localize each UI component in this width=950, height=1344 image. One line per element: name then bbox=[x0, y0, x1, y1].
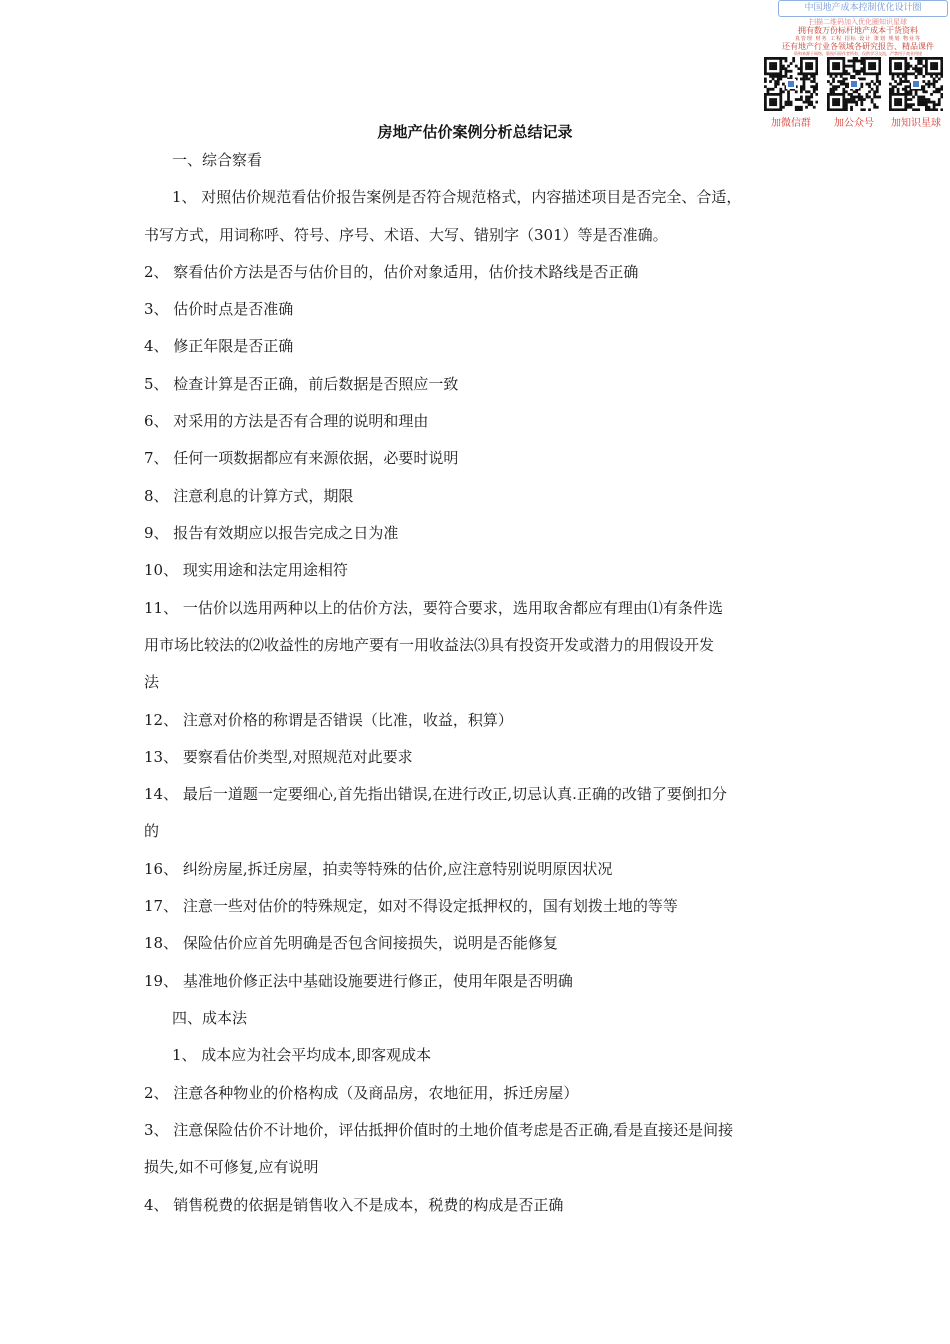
paragraph-line: 9、 报告有效期应以报告完成之日为准 bbox=[144, 524, 399, 542]
paragraph-line: 损失,如不可修复,应有说明 bbox=[144, 1158, 319, 1176]
paragraph-line: 12、 注意对价格的称谓是否错误（比准，收益，积算） bbox=[144, 711, 513, 729]
paragraph-line: 的 bbox=[144, 822, 160, 840]
paragraph-line: 3、 估价时点是否准确 bbox=[144, 300, 294, 318]
qr-label: 加知识星球 bbox=[891, 118, 941, 129]
paragraph-line: 17、 注意一些对估价的特殊规定，如对不得设定抵押权的，国有划拨土地的等等 bbox=[144, 897, 678, 915]
promo-line: 还有地产行业各领域各研究报告、精品课件 bbox=[782, 42, 934, 51]
qr-label: 加公众号 bbox=[834, 118, 874, 129]
paragraph-line: 3、 注意保险估价不计地价，评估抵押价值时的土地价值考虑是否正确,看是直接还是间接 bbox=[144, 1121, 734, 1139]
qr-code-official-account[interactable] bbox=[827, 57, 881, 111]
paragraph-line: 用市场比较法的⑵收益性的房地产要有一用收益法⑶具有投资开发或潜力的用假设开发 bbox=[144, 636, 715, 654]
paragraph-line: 2、 察看估价方法是否与估价目的，估价对象适用，估价技术路线是否正确 bbox=[144, 263, 639, 281]
paragraph-line: 6、 对采用的方法是否有合理的说明和理由 bbox=[144, 412, 429, 430]
promo-line: 拥有数万份标杆地产成本干货资料 bbox=[798, 26, 918, 35]
paragraph-line: 11、 一估价以选用两种以上的估价方法，要符合要求，选用取舍都应有理由⑴有条件选 bbox=[144, 599, 723, 617]
paragraph-line: 13、 要察看估价类型,对照规范对此要求 bbox=[144, 748, 413, 766]
promo-line: 扫描二维码加入优化圈知识星球 bbox=[809, 18, 907, 26]
document-title: 房地产估价案例分析总结记录 bbox=[377, 123, 573, 141]
paragraph-line: 18、 保险估价应首先明确是否包含间接损失，说明是否能修复 bbox=[144, 934, 558, 952]
promo-banner bbox=[752, 0, 950, 132]
promo-title: 中国地产成本控制优化设计圈 bbox=[778, 0, 948, 17]
paragraph-line: 14、 最后一道题一定要细心,首先指出错误,在进行改正,切忌认真.正确的改错了要倒扣分 bbox=[144, 785, 727, 803]
qr-code-wechat-group[interactable] bbox=[764, 57, 818, 111]
paragraph-line: 16、 纠纷房屋,拆迁房屋，拍卖等特殊的估价,应注意特别说明原因状况 bbox=[144, 860, 613, 878]
paragraph-line: 4、 修正年限是否正确 bbox=[144, 337, 294, 355]
paragraph-line: 19、 基准地价修正法中基础设施要进行修正，使用年限是否明确 bbox=[144, 972, 573, 990]
paragraph-line: 法 bbox=[144, 673, 160, 691]
paragraph-line: 5、 检查计算是否正确，前后数据是否照应一致 bbox=[144, 375, 459, 393]
promo-line: 真管理 财务 工程 招标 设计 策划 规划 物业等 bbox=[794, 36, 922, 42]
paragraph-line: 10、 现实用途和法定用途相符 bbox=[144, 561, 348, 579]
paragraph-line: 2、 注意各种物业的价格构成（及商品房，农地征用，拆迁房屋） bbox=[144, 1084, 579, 1102]
paragraph-line: 8、 注意利息的计算方式，期限 bbox=[144, 487, 354, 505]
section-heading: 四、成本法 bbox=[172, 1009, 248, 1027]
qr-code-knowledge-planet[interactable] bbox=[889, 57, 943, 111]
promo-line: 资料来源于网络，版权归原作者所有，仅供学习交流，严禁用于商业用途 bbox=[794, 51, 922, 56]
paragraph-line: 1、 对照估价规范看估价报告案例是否符合规范格式，内容描述项目是否完全、合适， bbox=[172, 188, 742, 206]
paragraph-line: 1、 成本应为社会平均成本,即客观成本 bbox=[172, 1046, 432, 1064]
paragraph-line: 书写方式，用词称呼、符号、序号、术语、大写、错别字（301）等是否准确。 bbox=[144, 226, 668, 244]
paragraph-line: 7、 任何一项数据都应有来源依据，必要时说明 bbox=[144, 449, 459, 467]
paragraph-line: 4、 销售税费的依据是销售收入不是成本，税费的构成是否正确 bbox=[144, 1196, 564, 1214]
qr-label: 加微信群 bbox=[771, 118, 811, 129]
section-heading: 一、综合察看 bbox=[172, 151, 263, 169]
